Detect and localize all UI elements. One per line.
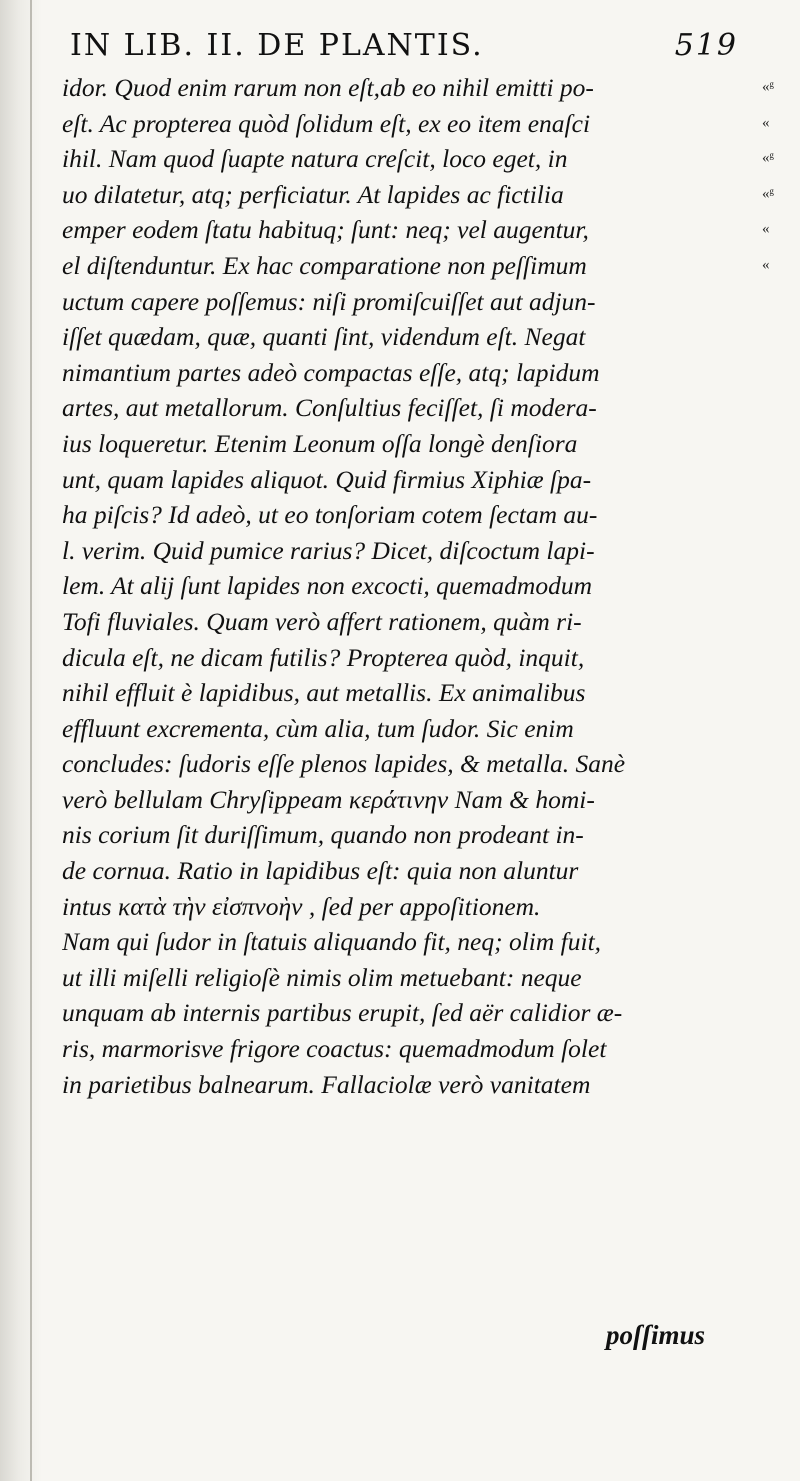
page-number: 519 xyxy=(674,28,738,63)
catchword: poſſimus xyxy=(606,1320,706,1350)
text-line: lem. At alij ſunt lapides non excocti, quemadmodum xyxy=(62,571,592,601)
text-line: verò bellulam Chryſippeam κεράτινην Nam & homi- xyxy=(62,784,595,814)
binding-edge xyxy=(30,0,32,1481)
text-line: Tofi fluviales. Quam verò affert rationem, quàm ri- xyxy=(62,606,582,636)
text-line: ihil. Nam quod ſuapte natura creſcit, loco eget, in xyxy=(62,144,568,174)
text-line: in parietibus balnearum. Fallaciolæ verò vanitatem xyxy=(62,1069,591,1099)
text-line: effluunt excrementa, cùm alia, tum ſudor. Sic enim xyxy=(62,713,574,743)
text-line: artes, aut metallorum. Conſultius feciſſet, ſi modera- xyxy=(62,393,597,423)
text-line: intus κατὰ τὴν εἰσπνοὴν , ſed per appoſitionem. xyxy=(62,891,541,921)
quote-mark: «ᵍ xyxy=(762,185,775,202)
text-line: uctum capere poſſemus: niſi promiſcuiſſet aut adjun- xyxy=(62,286,596,316)
quote-mark: «ᵍ xyxy=(762,79,775,95)
quote-mark: « xyxy=(762,221,770,238)
binding-gutter xyxy=(0,0,42,1481)
running-title: IN LIB. II. DE PLANTIS. xyxy=(70,28,484,63)
text-line: iſſet quædam, quæ, quanti ſint, videndum eſt. Negat xyxy=(62,322,586,352)
text-line: eſt. Ac propterea quòd ſolidum eſt, ex eo item enaſci xyxy=(62,108,591,138)
text-line: Nam qui ſudor in ſtatuis aliquando fit, neq; olim fuit, xyxy=(62,927,602,957)
text-line: ius loqueretur. Etenim Leonum oſſa longè denſiora xyxy=(62,428,578,458)
text-line: uo dilatetur, atq; perficiatur. At lapides ac fictilia xyxy=(62,179,564,209)
text-line: unt, quam lapides aliquot. Quid firmius Xiphiæ ſpa- xyxy=(62,464,592,494)
text-line: ris, marmorisve frigore coactus: quemadmodum ſolet xyxy=(62,1034,607,1064)
text-line: nimantium partes adeò compactas eſſe, atq; lapidum xyxy=(62,357,600,387)
text-line: ha piſcis? Id adeò, ut eo tonſoriam cotem ſectam au- xyxy=(62,500,598,530)
quote-mark: « xyxy=(762,256,770,273)
text-line: el diſtenduntur. Ex hac comparatione non peſſimum xyxy=(62,250,587,280)
text-line: ut illi miſelli religioſè nimis olim metuebant: neque xyxy=(62,962,582,992)
marginal-quote-marks xyxy=(762,70,792,284)
body-text xyxy=(62,70,742,1102)
text-line: l. verim. Quid pumice rarius? Dicet, diſcoctum lapi- xyxy=(62,535,595,565)
text-line: dicula eſt, ne dicam futilis? Propterea quòd, inquit, xyxy=(62,642,585,672)
text-line: nis corium ſit duriſſimum, quando non prodeant in- xyxy=(62,820,584,850)
text-line: concludes: ſudoris eſſe plenos lapides, & metalla. Sanè xyxy=(62,749,626,779)
text-line: emper eodem ſtatu habituq; ſunt: neq; vel augentur, xyxy=(62,215,589,245)
text-line: de cornua. Ratio in lapidibus eſt: quia non aluntur xyxy=(62,856,579,886)
text-line: unquam ab internis partibus erupit, ſed aër calidior æ- xyxy=(62,998,623,1028)
quote-mark: « xyxy=(762,114,770,131)
text-line: nihil effluit è lapidibus, aut metallis. Ex animalibus xyxy=(62,678,586,708)
quote-mark: «ᵍ xyxy=(762,150,775,167)
running-header xyxy=(70,28,770,68)
text-line: idor. Quod enim rarum non eſt,ab eo nihil emitti po- xyxy=(62,73,594,102)
